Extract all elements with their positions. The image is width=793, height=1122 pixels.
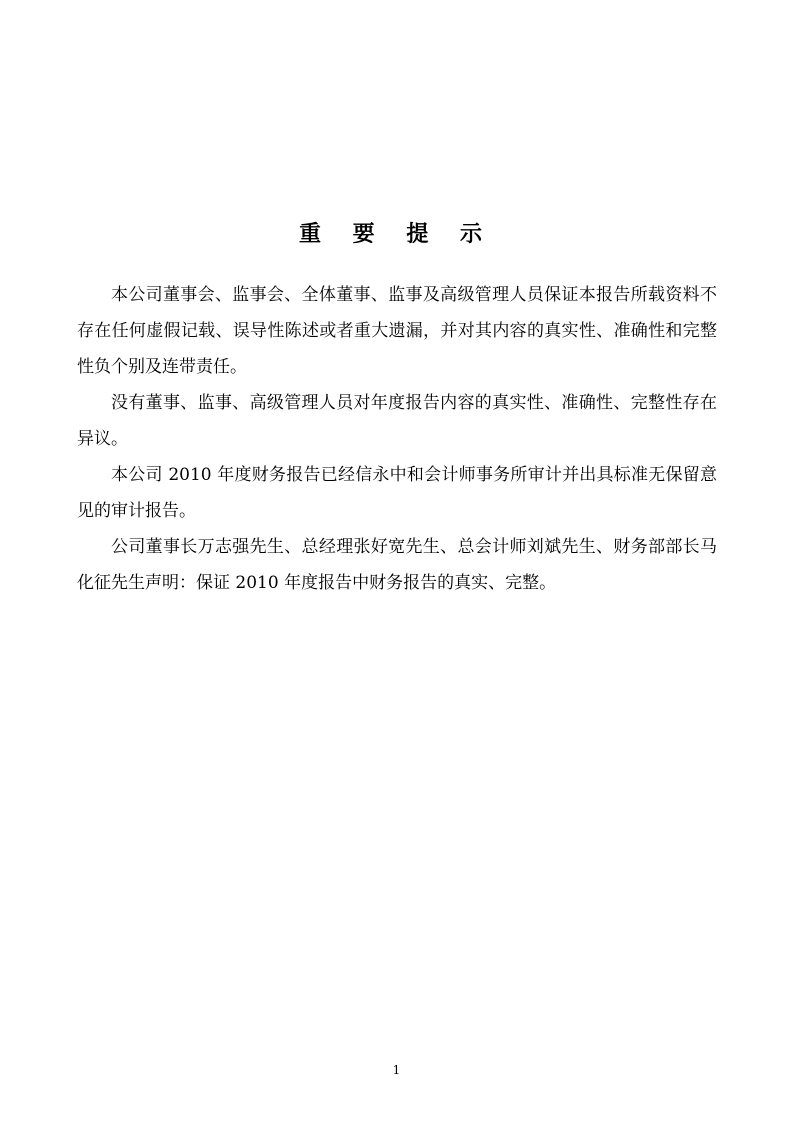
page-number: 1 — [392, 1063, 401, 1077]
paragraph-responsibility-statement: 本公司董事会、监事会、全体董事、监事及高级管理人员保证本报告所载资料不存在任何虚假记载、误导性陈述或者重大遗漏，并对其内容的真实性、准确性和完整性负个别及连带责任。 — [77, 285, 717, 377]
paragraph-no-objection: 没有董事、监事、高级管理人员对年度报告内容的真实性、准确性、完整性存在异议。 — [77, 393, 717, 449]
page-title: 重 要 提 示 — [299, 222, 494, 247]
paragraph-executive-declaration: 公司董事长万志强先生、总经理张好宽先生、总会计师刘斌先生、财务部部长马化征先生声明：保证 2010 年度报告中财务报告的真实、完整。 — [77, 537, 717, 593]
document-body — [77, 277, 717, 601]
paragraph-audit-opinion: 本公司 2010 年度财务报告已经信永中和会计师事务所审计并出具标准无保留意见的审计报告。 — [77, 465, 717, 521]
